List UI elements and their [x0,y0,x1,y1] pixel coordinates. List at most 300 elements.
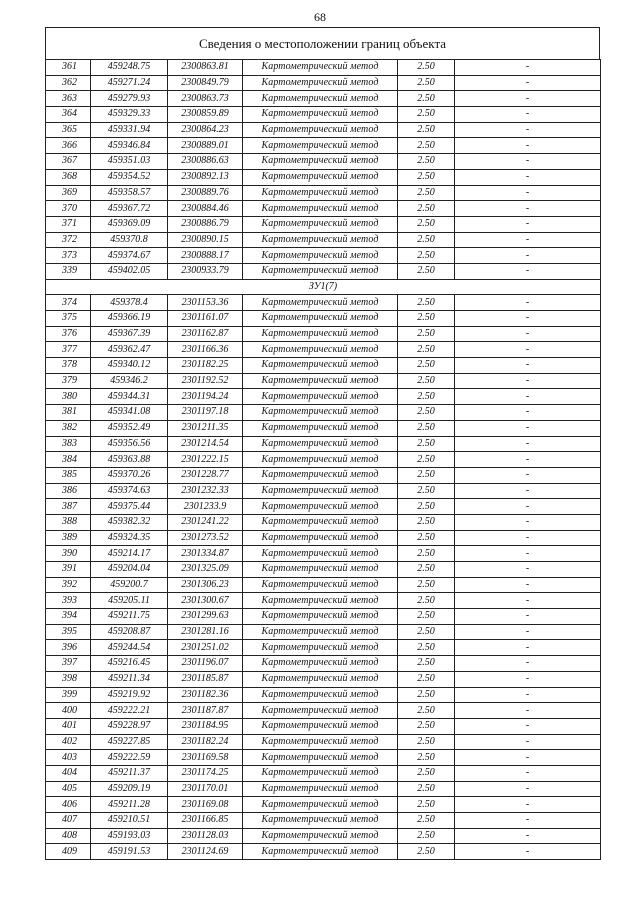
point-number-cell: 369 [46,185,91,201]
method-cell: Картометрический метод [243,169,398,185]
table-row [46,232,601,248]
method-cell: Картометрический метод [243,405,398,421]
error-cell: 2.50 [398,91,455,107]
table-row [46,640,601,656]
y-coordinate-cell: 2301211.35 [168,420,243,436]
method-cell: Картометрический метод [243,420,398,436]
table-row [46,326,601,342]
description-cell: - [455,765,601,781]
point-number-cell: 381 [46,405,91,421]
table-row [46,75,601,91]
x-coordinate-cell: 459228.97 [91,718,168,734]
point-number-cell: 402 [46,734,91,750]
description-cell: - [455,703,601,719]
x-coordinate-cell: 459204.04 [91,562,168,578]
point-number-cell: 403 [46,750,91,766]
point-number-cell: 389 [46,530,91,546]
error-cell: 2.50 [398,671,455,687]
table-row [46,593,601,609]
table-row [46,373,601,389]
error-cell: 2.50 [398,452,455,468]
method-cell: Картометрический метод [243,671,398,687]
x-coordinate-cell: 459354.52 [91,169,168,185]
description-cell: - [455,91,601,107]
table-row [46,546,601,562]
error-cell: 2.50 [398,718,455,734]
x-coordinate-cell: 459191.53 [91,844,168,860]
x-coordinate-cell: 459341.08 [91,405,168,421]
error-cell: 2.50 [398,703,455,719]
method-cell: Картометрический метод [243,326,398,342]
table-row [46,342,601,358]
method-cell: Картометрический метод [243,154,398,170]
x-coordinate-cell: 459346.84 [91,138,168,154]
error-cell: 2.50 [398,122,455,138]
table-row [46,797,601,813]
error-cell: 2.50 [398,593,455,609]
point-number-cell: 376 [46,326,91,342]
table-row [46,295,601,311]
description-cell: - [455,750,601,766]
method-cell: Картометрический метод [243,530,398,546]
x-coordinate-cell: 459370.26 [91,467,168,483]
description-cell: - [455,138,601,154]
description-cell: - [455,671,601,687]
y-coordinate-cell: 2301233.9 [168,499,243,515]
point-number-cell: 396 [46,640,91,656]
x-coordinate-cell: 459402.05 [91,263,168,279]
y-coordinate-cell: 2301169.08 [168,797,243,813]
error-cell: 2.50 [398,201,455,217]
y-coordinate-cell: 2300889.01 [168,138,243,154]
x-coordinate-cell: 459244.54 [91,640,168,656]
point-number-cell: 377 [46,342,91,358]
description-cell: - [455,734,601,750]
method-cell: Картометрический метод [243,687,398,703]
x-coordinate-cell: 459200.7 [91,577,168,593]
point-number-cell: 371 [46,216,91,232]
table-row [46,91,601,107]
x-coordinate-cell: 459331.94 [91,122,168,138]
method-cell: Картометрический метод [243,703,398,719]
x-coordinate-cell: 459346.2 [91,373,168,389]
y-coordinate-cell: 2300863.73 [168,91,243,107]
x-coordinate-cell: 459374.63 [91,483,168,499]
error-cell: 2.50 [398,263,455,279]
y-coordinate-cell: 2301299.63 [168,609,243,625]
method-cell: Картометрический метод [243,311,398,327]
table-row [46,60,601,76]
description-cell: - [455,122,601,138]
x-coordinate-cell: 459366.19 [91,311,168,327]
point-number-cell: 379 [46,373,91,389]
error-cell: 2.50 [398,60,455,76]
point-number-cell: 339 [46,263,91,279]
point-number-cell: 388 [46,514,91,530]
y-coordinate-cell: 2301162.87 [168,326,243,342]
method-cell: Картометрический метод [243,138,398,154]
description-cell: - [455,232,601,248]
description-cell: - [455,75,601,91]
description-cell: - [455,405,601,421]
y-coordinate-cell: 2301222.15 [168,452,243,468]
point-number-cell: 404 [46,765,91,781]
error-cell: 2.50 [398,624,455,640]
method-cell: Картометрический метод [243,640,398,656]
y-coordinate-cell: 2301214.54 [168,436,243,452]
point-number-cell: 390 [46,546,91,562]
table-row [46,781,601,797]
point-number-cell: 365 [46,122,91,138]
page-number: 68 [314,10,326,24]
error-cell: 2.50 [398,248,455,264]
y-coordinate-cell: 2301192.52 [168,373,243,389]
x-coordinate-cell: 459329.33 [91,107,168,123]
description-cell: - [455,609,601,625]
table-row [46,420,601,436]
x-coordinate-cell: 459271.24 [91,75,168,91]
method-cell: Картометрический метод [243,436,398,452]
description-cell: - [455,373,601,389]
method-cell: Картометрический метод [243,467,398,483]
y-coordinate-cell: 2300859.89 [168,107,243,123]
point-number-cell: 386 [46,483,91,499]
error-cell: 2.50 [398,405,455,421]
y-coordinate-cell: 2300886.63 [168,154,243,170]
method-cell: Картометрический метод [243,656,398,672]
description-cell: - [455,311,601,327]
method-cell: Картометрический метод [243,373,398,389]
y-coordinate-cell: 2301281.16 [168,624,243,640]
x-coordinate-cell: 459375.44 [91,499,168,515]
error-cell: 2.50 [398,514,455,530]
method-cell: Картометрический метод [243,828,398,844]
point-number-cell: 409 [46,844,91,860]
x-coordinate-cell: 459358.57 [91,185,168,201]
x-coordinate-cell: 459219.92 [91,687,168,703]
method-cell: Картометрический метод [243,718,398,734]
method-cell: Картометрический метод [243,844,398,860]
x-coordinate-cell: 459222.21 [91,703,168,719]
description-cell: - [455,107,601,123]
y-coordinate-cell: 2300849.79 [168,75,243,91]
method-cell: Картометрический метод [243,91,398,107]
description-cell: - [455,342,601,358]
point-number-cell: 384 [46,452,91,468]
table-row [46,263,601,279]
x-coordinate-cell: 459362.47 [91,342,168,358]
error-cell: 2.50 [398,436,455,452]
point-number-cell: 408 [46,828,91,844]
table-row [46,562,601,578]
method-cell: Картометрический метод [243,546,398,562]
error-cell: 2.50 [398,420,455,436]
y-coordinate-cell: 2300889.76 [168,185,243,201]
point-number-cell: 392 [46,577,91,593]
table-row [46,750,601,766]
y-coordinate-cell: 2301166.85 [168,813,243,829]
table-row [46,514,601,530]
y-coordinate-cell: 2301273.52 [168,530,243,546]
error-cell: 2.50 [398,750,455,766]
error-cell: 2.50 [398,295,455,311]
method-cell: Картометрический метод [243,609,398,625]
section-header: Сведения о местоположении границ объекта [45,27,600,59]
table-row [46,813,601,829]
error-cell: 2.50 [398,342,455,358]
table-row [46,216,601,232]
error-cell: 2.50 [398,640,455,656]
error-cell: 2.50 [398,138,455,154]
method-cell: Картометрический метод [243,107,398,123]
point-number-cell: 372 [46,232,91,248]
point-number-cell: 382 [46,420,91,436]
description-cell: - [455,530,601,546]
point-number-cell: 385 [46,467,91,483]
description-cell: - [455,562,601,578]
method-cell: Картометрический метод [243,750,398,766]
error-cell: 2.50 [398,530,455,546]
table-row [46,248,601,264]
y-coordinate-cell: 2301170.01 [168,781,243,797]
y-coordinate-cell: 2301185.87 [168,671,243,687]
point-number-cell: 367 [46,154,91,170]
point-number-cell: 407 [46,813,91,829]
method-cell: Картометрический метод [243,295,398,311]
table-row [46,169,601,185]
y-coordinate-cell: 2301128.03 [168,828,243,844]
table-row [46,703,601,719]
method-cell: Картометрический метод [243,248,398,264]
group-label: ЗУ1(7) [46,279,601,295]
error-cell: 2.50 [398,577,455,593]
y-coordinate-cell: 2301153.36 [168,295,243,311]
y-coordinate-cell: 2301174.25 [168,765,243,781]
x-coordinate-cell: 459369.09 [91,216,168,232]
description-cell: - [455,593,601,609]
x-coordinate-cell: 459211.28 [91,797,168,813]
method-cell: Картометрический метод [243,813,398,829]
description-cell: - [455,467,601,483]
x-coordinate-cell: 459248.75 [91,60,168,76]
error-cell: 2.50 [398,483,455,499]
error-cell: 2.50 [398,765,455,781]
description-cell: - [455,326,601,342]
table-row [46,499,601,515]
x-coordinate-cell: 459374.67 [91,248,168,264]
point-number-cell: 380 [46,389,91,405]
point-number-cell: 401 [46,718,91,734]
description-cell: - [455,201,601,217]
description-cell: - [455,420,601,436]
x-coordinate-cell: 459211.34 [91,671,168,687]
description-cell: - [455,452,601,468]
description-cell: - [455,436,601,452]
description-cell: - [455,60,601,76]
coordinates-table [45,59,601,860]
method-cell: Картометрический метод [243,122,398,138]
point-number-cell: 370 [46,201,91,217]
error-cell: 2.50 [398,107,455,123]
error-cell: 2.50 [398,467,455,483]
description-cell: - [455,844,601,860]
x-coordinate-cell: 459222.59 [91,750,168,766]
error-cell: 2.50 [398,232,455,248]
error-cell: 2.50 [398,797,455,813]
y-coordinate-cell: 2301325.09 [168,562,243,578]
point-number-cell: 362 [46,75,91,91]
method-cell: Картометрический метод [243,483,398,499]
y-coordinate-cell: 2301182.25 [168,358,243,374]
table-row [46,609,601,625]
description-cell: - [455,813,601,829]
description-cell: - [455,687,601,703]
point-number-cell: 400 [46,703,91,719]
table-row [46,765,601,781]
point-number-cell: 378 [46,358,91,374]
point-number-cell: 374 [46,295,91,311]
y-coordinate-cell: 2301182.24 [168,734,243,750]
x-coordinate-cell: 459378.4 [91,295,168,311]
method-cell: Картометрический метод [243,514,398,530]
error-cell: 2.50 [398,185,455,201]
point-number-cell: 405 [46,781,91,797]
table-row [46,107,601,123]
error-cell: 2.50 [398,828,455,844]
table-row [46,844,601,860]
y-coordinate-cell: 2300884.46 [168,201,243,217]
x-coordinate-cell: 459344.31 [91,389,168,405]
error-cell: 2.50 [398,734,455,750]
error-cell: 2.50 [398,781,455,797]
table-row [46,405,601,421]
table-row [46,718,601,734]
description-cell: - [455,483,601,499]
method-cell: Картометрический метод [243,624,398,640]
table-row [46,687,601,703]
y-coordinate-cell: 2301241.22 [168,514,243,530]
error-cell: 2.50 [398,216,455,232]
error-cell: 2.50 [398,326,455,342]
x-coordinate-cell: 459211.75 [91,609,168,625]
method-cell: Картометрический метод [243,452,398,468]
y-coordinate-cell: 2301169.58 [168,750,243,766]
description-cell: - [455,828,601,844]
description-cell: - [455,216,601,232]
point-number-cell: 393 [46,593,91,609]
error-cell: 2.50 [398,389,455,405]
y-coordinate-cell: 2301228.77 [168,467,243,483]
description-cell: - [455,248,601,264]
x-coordinate-cell: 459367.72 [91,201,168,217]
method-cell: Картометрический метод [243,781,398,797]
point-number-cell: 399 [46,687,91,703]
method-cell: Картометрический метод [243,201,398,217]
description-cell: - [455,185,601,201]
method-cell: Картометрический метод [243,358,398,374]
y-coordinate-cell: 2301161.07 [168,311,243,327]
table-row [46,358,601,374]
method-cell: Картометрический метод [243,734,398,750]
point-number-cell: 375 [46,311,91,327]
y-coordinate-cell: 2301194.24 [168,389,243,405]
x-coordinate-cell: 459210.51 [91,813,168,829]
description-cell: - [455,546,601,562]
table-row [46,138,601,154]
method-cell: Картометрический метод [243,797,398,813]
table-row [46,734,601,750]
x-coordinate-cell: 459324.35 [91,530,168,546]
table-row [46,483,601,499]
error-cell: 2.50 [398,844,455,860]
error-cell: 2.50 [398,687,455,703]
table-row [46,656,601,672]
method-cell: Картометрический метод [243,562,398,578]
point-number-cell: 391 [46,562,91,578]
error-cell: 2.50 [398,813,455,829]
y-coordinate-cell: 2301306.23 [168,577,243,593]
method-cell: Картометрический метод [243,577,398,593]
x-coordinate-cell: 459367.39 [91,326,168,342]
error-cell: 2.50 [398,609,455,625]
x-coordinate-cell: 459370.8 [91,232,168,248]
method-cell: Картометрический метод [243,232,398,248]
table-row [46,311,601,327]
x-coordinate-cell: 459208.87 [91,624,168,640]
y-coordinate-cell: 2300890.15 [168,232,243,248]
description-cell: - [455,577,601,593]
error-cell: 2.50 [398,75,455,91]
y-coordinate-cell: 2300892.13 [168,169,243,185]
x-coordinate-cell: 459363.88 [91,452,168,468]
y-coordinate-cell: 2301124.69 [168,844,243,860]
coordinates-table-body [46,60,601,860]
y-coordinate-cell: 2300864.23 [168,122,243,138]
point-number-cell: 406 [46,797,91,813]
y-coordinate-cell: 2301197.18 [168,405,243,421]
error-cell: 2.50 [398,373,455,389]
table-row [46,389,601,405]
y-coordinate-cell: 2301187.87 [168,703,243,719]
description-cell: - [455,514,601,530]
point-number-cell: 368 [46,169,91,185]
x-coordinate-cell: 459214.17 [91,546,168,562]
group-header-row [46,279,601,295]
x-coordinate-cell: 459340.12 [91,358,168,374]
x-coordinate-cell: 459351.03 [91,154,168,170]
method-cell: Картометрический метод [243,75,398,91]
table-row [46,467,601,483]
description-cell: - [455,154,601,170]
y-coordinate-cell: 2301166.36 [168,342,243,358]
point-number-cell: 364 [46,107,91,123]
point-number-cell: 361 [46,60,91,76]
table-row [46,624,601,640]
y-coordinate-cell: 2301251.02 [168,640,243,656]
point-number-cell: 363 [46,91,91,107]
y-coordinate-cell: 2301232.33 [168,483,243,499]
description-cell: - [455,718,601,734]
x-coordinate-cell: 459211.37 [91,765,168,781]
table-row [46,436,601,452]
x-coordinate-cell: 459209.19 [91,781,168,797]
description-cell: - [455,263,601,279]
description-cell: - [455,358,601,374]
table-row [46,671,601,687]
error-cell: 2.50 [398,311,455,327]
point-number-cell: 398 [46,671,91,687]
y-coordinate-cell: 2301196.07 [168,656,243,672]
